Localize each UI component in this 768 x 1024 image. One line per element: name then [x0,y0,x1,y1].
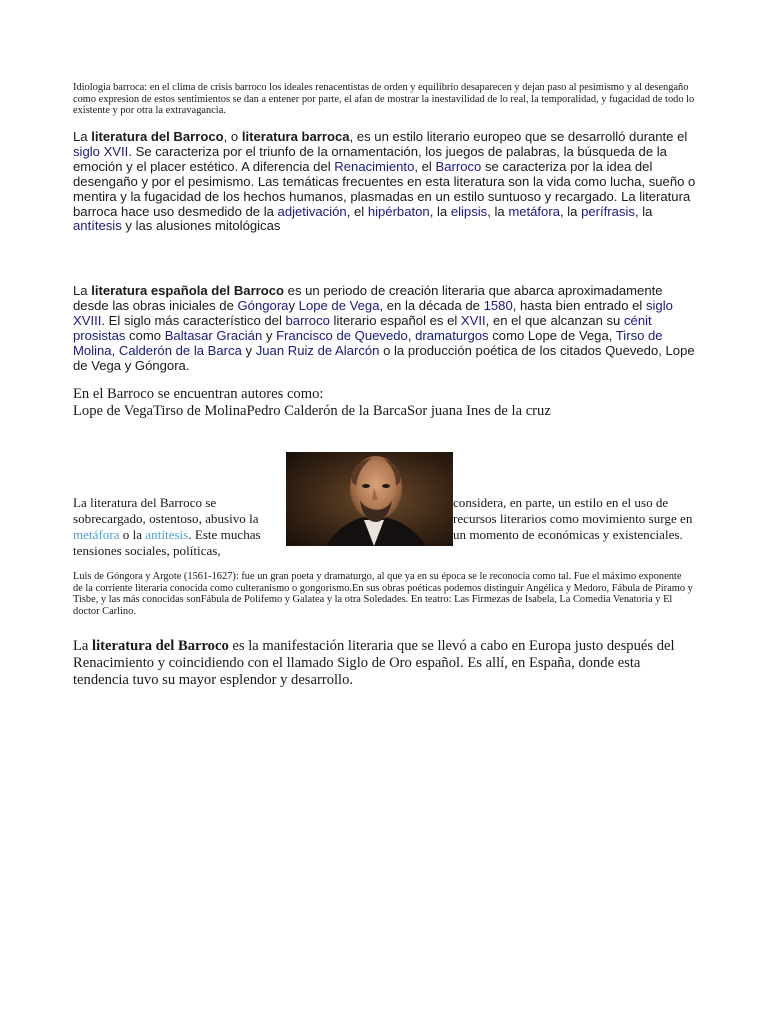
link-dramaturgos[interactable]: dramaturgos [415,327,489,343]
text: literario español es el [329,312,461,328]
text: es la manifestación literaria que se llevó a cabo en Europa justo después del Renacimiento y coincidiendo con el llamado Siglo de Oro español. Es allí, en España, donde esta tendencia tuvo su mayor esplendor y desarrollo. [73,638,675,688]
text: , es un estilo literario europeo que se desarrolló durante el [349,129,688,144]
link-metafora[interactable]: metáfora [73,527,120,542]
authors-list [73,386,698,420]
text: , el [414,158,436,174]
authors-names: Lope de VegaTirso de MolinaPedro Calderón de la BarcaSor juana Ines de la cruz [73,403,551,419]
final-paragraph [73,638,698,688]
paragraph-literatura-espanola [73,284,698,373]
text: , la [487,203,509,219]
text: se caracteriza por la idea del desengaño y por el pesimismo. Las temáticas frecuentes en esta literatura son la vida como lucha, sueño o mentira y la fugacidad de los hechos humanos, plasmadas en un estilo suntuoso y recargado. La literatura barroca hace uso desmedido de la [73,158,696,219]
bold-term: literatura del Barroco [91,129,224,144]
link-siglo-xvii[interactable]: siglo XVII [73,143,129,159]
portrait-painting-image [286,452,453,546]
text: La [73,638,93,654]
link-francisco-de-quevedo[interactable]: Francisco de Quevedo [276,327,408,343]
text: La [73,129,92,144]
link-1580[interactable]: 1580 [483,297,513,313]
link-xvii[interactable]: XVII [460,312,486,328]
link-tirso-de-molina[interactable]: Tirso de Molina [73,327,663,358]
link-antitesis[interactable]: antítesis [145,527,189,542]
text: La literatura del Barroco se sobrecargado, ostentoso, abusivo la [73,495,259,526]
link-gongora[interactable]: Góngora [237,297,289,313]
text: , hasta bien entrado el [512,297,646,313]
link-cenit[interactable]: cénit [623,312,652,328]
text: . Este muchas tensiones sociales, políticas, [73,527,261,558]
text: como Lope de Vega, [488,327,616,343]
link-hiperbaton[interactable]: hipérbaton [367,203,430,219]
link-baltasar-gracian[interactable]: Baltasar Gracián [164,327,263,343]
text: es un periodo de creación literaria que abarca aproximadamente desde las obras iniciales de [73,283,663,313]
split-text-left [73,495,288,559]
text: y las alusiones mitológicas [121,218,281,234]
link-metafora[interactable]: metáfora [508,203,560,219]
text: , el [346,203,368,219]
split-text-right: considera, en parte, un estilo en el uso de recursos literarios como movimiento surge en un momento de económicas y existenciales. [453,495,693,542]
text: y [241,342,256,358]
link-lope-de-vega[interactable]: Lope de Vega [298,297,380,313]
link-perifrasis[interactable]: perífrasis [581,203,635,219]
link-juan-ruiz-de-alarcon[interactable]: Juan Ruiz de Alarcón [255,342,380,358]
text: , o [223,129,242,144]
link-prosistas[interactable]: prosistas [73,327,126,343]
link-renacimiento[interactable]: Renacimiento [334,158,415,174]
text: , en el que alcanzan su [485,312,624,328]
bold-term: literatura española del Barroco [91,283,285,298]
link-barroco[interactable]: Barroco [435,158,482,174]
text: o la producción poética de los citados Quevedo, Lope de Vega y Góngora. [73,342,695,373]
text: y [288,297,299,313]
text: y [262,327,277,343]
link-barroco[interactable]: barroco [285,312,330,328]
text: , [407,327,416,343]
text: La [73,283,92,298]
link-adjetivacion[interactable]: adjetivación [277,203,347,219]
text: . El siglo más característico del [101,312,286,328]
link-elipsis[interactable]: elipsis [450,203,488,219]
bold-term: literatura barroca [241,129,350,144]
text: , la [634,203,653,219]
text: como [125,327,165,343]
link-siglo-xviii[interactable]: siglo XVIII [73,297,673,328]
link-calderon-de-la-barca[interactable]: Calderón de la Barca [118,342,242,358]
text: , la [559,203,582,219]
text: , en la década de [379,297,484,313]
text: . Se caracteriza por el triunfo de la ornamentación, los juegos de palabras, la búsqueda de la emoción y el placer estético. A diferencia del [73,143,667,174]
intro-paragraph: Idiologia barroca: en el clima de crisis barroco los ideales renacentistas de orden y equilibrio desaparecen y dejan paso al pesimismo y al desengaño como expresion de estos sentimientos se dan a entener por parte, el afan de mostrar la inestavilidad de lo real, la temporalidad, y fugacidad de todo lo existente y por otra la extravagancia. [73,82,695,117]
bold-term: literatura del Barroco [92,638,229,654]
paragraph-literatura-barroca [73,130,698,234]
gongora-paragraph: Luis de Góngora y Argote (1561-1627): fue un gran poeta y dramaturgo, al que ya en su época se le reconocía como tal. Fue el máximo exponente de la corriente literaria conocida como culteranismo o gongorismo.En sus obras poéticas podemos distinguir Angélica y Medoro, Fábula de Píramo y Tisbe, y las más conocidas sonFábula de Polifemo y Galatea y la otra Soledades. En teatro: Las Firmezas de Isabela, La Comedia Venatoria y El doctor Carlino. [73,571,693,617]
text: , la [429,203,451,219]
authors-heading: En el Barroco se encuentran autores como: [73,386,324,402]
text: o la [119,527,146,542]
text: , [111,342,119,358]
link-antitesis[interactable]: antítesis [73,218,122,234]
